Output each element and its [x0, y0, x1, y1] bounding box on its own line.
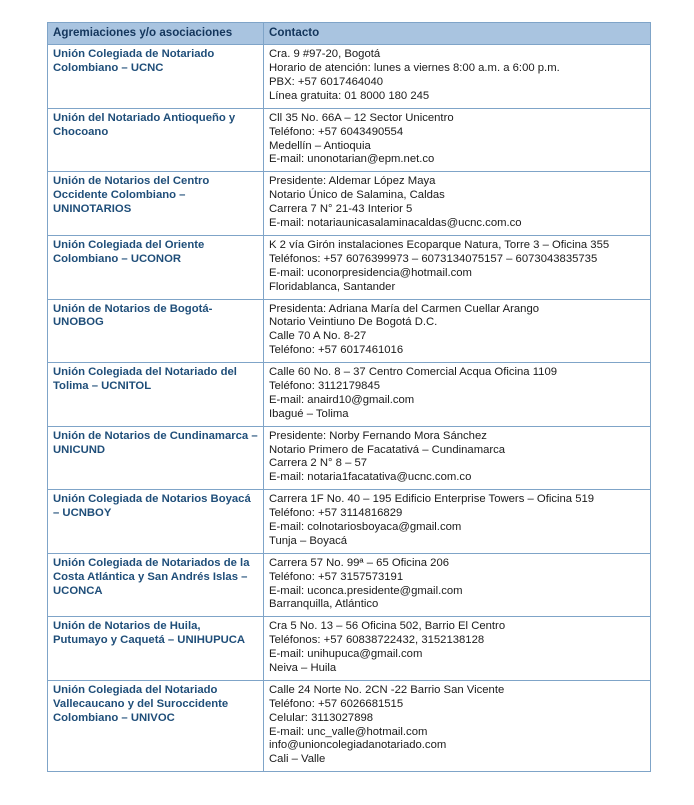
contact-line: Notario Único de Salamina, Caldas	[269, 189, 445, 202]
contact-cell	[264, 553, 651, 617]
contact-line: Carrera 2 N° 8 – 57	[269, 457, 368, 470]
contact-cell	[264, 235, 651, 299]
association-name-cell: Unión Colegiada del Notariado Vallecaucano y del Suroccidente Colombiano – UNIVOC	[48, 680, 264, 771]
table-row	[48, 45, 651, 109]
contact-line: Teléfono: +57 6017461016	[269, 344, 404, 357]
contact-line: Teléfono: +57 3157573191	[269, 570, 404, 583]
table-row	[48, 680, 651, 771]
contact-line: E-mail: notariaunicasalaminacaldas@ucnc.com.co	[269, 217, 522, 230]
contact-line: Cra. 9 #97-20, Bogotá	[269, 48, 381, 61]
column-header-associations: Agremiaciones y/o asociaciones	[48, 23, 264, 45]
association-name-cell: Unión del Notariado Antioqueño y Chocoano	[48, 108, 264, 172]
contact-line: E-mail: uconorpresidencia@hotmail.com	[269, 266, 472, 279]
table-row	[48, 235, 651, 299]
contact-cell	[264, 617, 651, 681]
table-row	[48, 299, 651, 363]
contact-line: Teléfono: +57 3114816829	[269, 507, 403, 520]
contact-line: Neiva – Huila	[269, 661, 337, 674]
contact-line: Cali – Valle	[269, 753, 326, 766]
contact-line: Notario Primero de Facatativá – Cundinamarca	[269, 443, 506, 456]
association-name-cell: Unión Colegiada de Notariados de la Costa Atlántica y San Andrés Islas – UCONCA	[48, 553, 264, 617]
contact-line: K 2 vía Girón instalaciones Ecoparque Natura, Torre 3 – Oficina 355	[269, 238, 610, 251]
contact-line: Presidente: Norby Fernando Mora Sánchez	[269, 429, 487, 442]
column-header-contact: Contacto	[264, 23, 651, 45]
contact-line: E-mail: unonotarian@epm.net.co	[269, 153, 435, 166]
contact-line: Teléfonos: +57 60838722432, 3152138128	[269, 634, 485, 647]
association-name-cell: Unión de Notarios de Cundinamarca – UNICUND	[48, 426, 264, 490]
contact-line: PBX: +57 6017464040	[269, 76, 384, 89]
associations-table-wrapper	[47, 22, 650, 772]
association-name-cell: Unión de Notarios de Huila, Putumayo y Caquetá – UNIHUPUCA	[48, 617, 264, 681]
contact-line: Floridablanca, Santander	[269, 280, 396, 293]
contact-line: Cra 5 No. 13 – 56 Oficina 502, Barrio El Centro	[269, 620, 506, 633]
table-row	[48, 426, 651, 490]
contact-line: Presidente: Aldemar López Maya	[269, 175, 436, 188]
contact-cell	[264, 426, 651, 490]
table-row	[48, 363, 651, 427]
contact-line: Celular: 3113027898	[269, 711, 374, 724]
contact-line: E-mail: notaria1facatativa@ucnc.com.co	[269, 471, 472, 484]
association-name-cell: Unión Colegiada de Notariado Colombiano – UCNC	[48, 45, 264, 109]
contact-line: Calle 70 A No. 8-27	[269, 330, 367, 343]
contact-line: Tunja – Boyacá	[269, 534, 348, 547]
contact-line: E-mail: anaird10@gmail.com	[269, 393, 415, 406]
contact-line: E-mail: uconca.presidente@gmail.com	[269, 584, 463, 597]
association-name-cell: Unión Colegiada de Notarios Boyacá – UCNBOY	[48, 490, 264, 554]
contact-line: E-mail: unc_valle@hotmail.com	[269, 725, 428, 738]
table-row	[48, 617, 651, 681]
contact-line: Teléfono: +57 6043490554	[269, 125, 404, 138]
contact-line: Carrera 1F No. 40 – 195 Edificio Enterprise Towers – Oficina 519	[269, 493, 595, 506]
contact-line: Carrera 7 N° 21-43 Interior 5	[269, 203, 413, 216]
contact-line: Teléfonos: +57 6076399973 – 6073134075157 – 6073043835735	[269, 252, 598, 265]
association-name-cell: Unión Colegiada del Oriente Colombiano – UCONOR	[48, 235, 264, 299]
contact-line: Cll 35 No. 66A – 12 Sector Unicentro	[269, 111, 454, 124]
contact-line: Ibagué – Tolima	[269, 407, 349, 420]
contact-line: Barranquilla, Atlántico	[269, 598, 379, 611]
contact-line: Horario de atención: lunes a viernes 8:00 a.m. a 6:00 p.m.	[269, 62, 560, 75]
contact-line: Medellín – Antioquia	[269, 139, 371, 152]
contact-cell	[264, 172, 651, 236]
contact-line: Calle 24 Norte No. 2CN -22 Barrio San Vicente	[269, 683, 505, 696]
contact-cell	[264, 299, 651, 363]
contact-line: Teléfono: +57 6026681515	[269, 697, 404, 710]
contact-cell	[264, 680, 651, 771]
association-name-cell: Unión de Notarios de Bogotá- UNOBOG	[48, 299, 264, 363]
association-name-cell: Unión de Notarios del Centro Occidente Colombiano – UNINOTARIOS	[48, 172, 264, 236]
contact-line: info@unioncolegiadanotariado.com	[269, 739, 447, 752]
contact-cell	[264, 108, 651, 172]
table-row	[48, 108, 651, 172]
contact-line: E-mail: unihupuca@gmail.com	[269, 648, 423, 661]
contact-line: E-mail: colnotariosboyaca@gmail.com	[269, 520, 462, 533]
table-body	[48, 45, 651, 772]
table-row	[48, 553, 651, 617]
contact-cell	[264, 490, 651, 554]
contact-line: Línea gratuita: 01 8000 180 245	[269, 89, 430, 102]
table-row	[48, 172, 651, 236]
contact-cell	[264, 363, 651, 427]
contact-cell	[264, 45, 651, 109]
contact-line: Notario Veintiuno De Bogotá D.C.	[269, 316, 438, 329]
associations-table	[47, 22, 651, 772]
contact-line: Presidenta: Adriana María del Carmen Cuellar Arango	[269, 302, 540, 315]
table-header-row	[48, 23, 651, 45]
table-row	[48, 490, 651, 554]
contact-line: Teléfono: 3112179845	[269, 379, 380, 392]
association-name-cell: Unión Colegiada del Notariado del Tolima – UCNITOL	[48, 363, 264, 427]
contact-line: Calle 60 No. 8 – 37 Centro Comercial Acqua Oficina 1109	[269, 366, 558, 379]
contact-line: Carrera 57 No. 99ª – 65 Oficina 206	[269, 556, 450, 569]
